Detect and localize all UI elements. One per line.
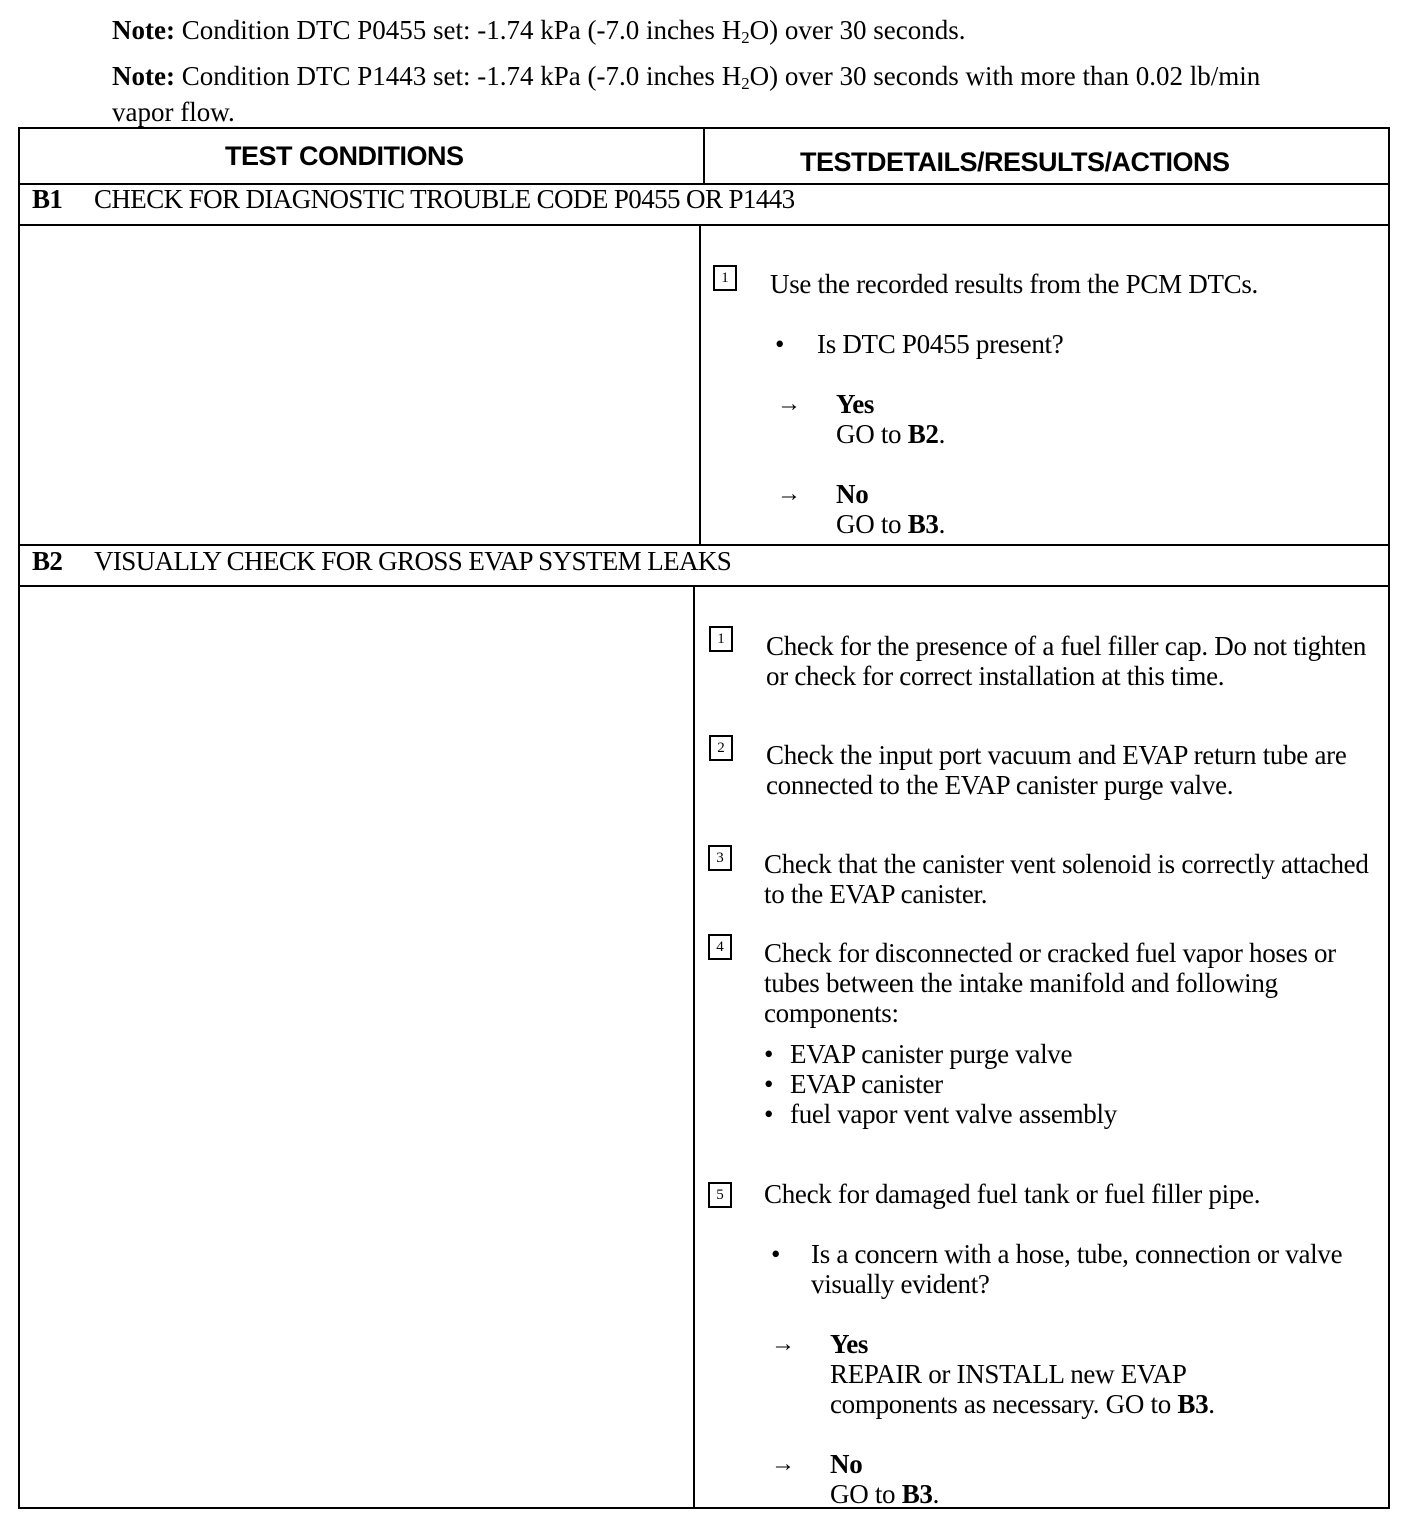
note-text: Condition DTC P1443 set: -1.74 kPa (-7.0 inches H bbox=[174, 61, 742, 91]
header-test-conditions: TEST CONDITIONS bbox=[225, 141, 464, 171]
step-title-b1 bbox=[32, 184, 795, 215]
component-list bbox=[764, 1039, 1364, 1129]
bullet-icon: • bbox=[771, 1239, 781, 1269]
list-item: • EVAP canister purge valve bbox=[764, 1039, 1364, 1069]
answer-label: Yes bbox=[836, 389, 875, 419]
question-text: Is a concern with a hose, tube, connection or valve visually evident? bbox=[811, 1239, 1343, 1299]
answer-suffix: . bbox=[938, 509, 946, 539]
step-instruction: Use the recorded results from the PCM DTCs. bbox=[770, 269, 1259, 299]
step-id: B1 bbox=[32, 184, 63, 214]
step-instruction: Check for damaged fuel tank or fuel filler pipe. bbox=[764, 1179, 1261, 1209]
column-divider bbox=[699, 224, 701, 545]
column-divider bbox=[693, 585, 695, 1509]
step-number-box: 5 bbox=[708, 1182, 732, 1208]
arrow-right-icon: → bbox=[777, 391, 801, 417]
answer-yes bbox=[836, 389, 1356, 449]
step-id: B2 bbox=[32, 546, 63, 576]
step-number-box: 3 bbox=[708, 845, 732, 871]
list-item: • EVAP canister bbox=[764, 1069, 1364, 1099]
header-test-details: TESTDETAILS/RESULTS/ACTIONS bbox=[800, 147, 1230, 177]
step-instruction: Check the input port vacuum and EVAP return tube are connected to the EVAP canister purge valve. bbox=[766, 740, 1347, 800]
answer-action: GO to bbox=[836, 419, 908, 449]
answer-action: REPAIR or INSTALL new EVAP components as necessary. GO to bbox=[830, 1359, 1186, 1419]
note-p0455 bbox=[112, 16, 1312, 52]
subscript: 2 bbox=[741, 74, 750, 94]
note-label: Note: bbox=[112, 61, 175, 91]
answer-target: B3 bbox=[907, 509, 939, 539]
step-number-box: 2 bbox=[709, 735, 733, 761]
answer-no bbox=[830, 1449, 1290, 1509]
answer-label: No bbox=[830, 1449, 863, 1479]
note-p1443 bbox=[112, 62, 1312, 127]
answer-no bbox=[836, 479, 1356, 539]
bullet-icon: • bbox=[775, 329, 785, 359]
column-divider bbox=[703, 129, 705, 184]
step-title-text: CHECK FOR DIAGNOSTIC TROUBLE CODE P0455 OR P1443 bbox=[94, 184, 795, 214]
arrow-right-icon: → bbox=[771, 1451, 795, 1477]
step-number-box: 1 bbox=[713, 265, 737, 291]
note-text-end: O) over 30 seconds. bbox=[749, 15, 966, 45]
step-number-box: 4 bbox=[708, 934, 732, 960]
list-item: • fuel vapor vent valve assembly bbox=[764, 1099, 1364, 1129]
answer-label: Yes bbox=[830, 1329, 869, 1359]
arrow-right-icon: → bbox=[777, 481, 801, 507]
step-instruction: Check for the presence of a fuel filler cap. Do not tighten or check for correct installation at this time. bbox=[766, 631, 1367, 691]
note-text: Condition DTC P0455 set: -1.74 kPa (-7.0 inches H bbox=[174, 15, 742, 45]
table-divider bbox=[20, 585, 1388, 587]
note-text-end: O) over 30 seconds with more than 0.02 lb/min vapor flow. bbox=[112, 61, 1261, 128]
arrow-right-icon: → bbox=[771, 1331, 795, 1357]
answer-suffix: . bbox=[938, 419, 946, 449]
answer-yes bbox=[830, 1329, 1290, 1419]
step-title-text: VISUALLY CHECK FOR GROSS EVAP SYSTEM LEAKS bbox=[94, 546, 732, 576]
table-divider bbox=[20, 224, 1388, 226]
step-instruction: Check for disconnected or cracked fuel vapor hoses or tubes between the intake manifold and following components: bbox=[764, 938, 1336, 1028]
answer-label: No bbox=[836, 479, 869, 509]
note-label: Note: bbox=[112, 15, 175, 45]
question-text: Is DTC P0455 present? bbox=[817, 329, 1064, 359]
answer-target: B3 bbox=[1177, 1389, 1209, 1419]
step-number-box: 1 bbox=[709, 626, 733, 652]
answer-target: B2 bbox=[907, 419, 939, 449]
step-instruction: Check that the canister vent solenoid is correctly attached to the EVAP canister. bbox=[764, 849, 1369, 909]
answer-suffix: . bbox=[932, 1479, 940, 1509]
answer-suffix: . bbox=[1208, 1389, 1215, 1419]
answer-action: GO to bbox=[830, 1479, 902, 1509]
step-title-b2 bbox=[32, 546, 731, 577]
subscript: 2 bbox=[741, 28, 750, 48]
answer-action: GO to bbox=[836, 509, 908, 539]
test-table bbox=[18, 127, 1390, 1509]
answer-target: B3 bbox=[901, 1479, 933, 1509]
